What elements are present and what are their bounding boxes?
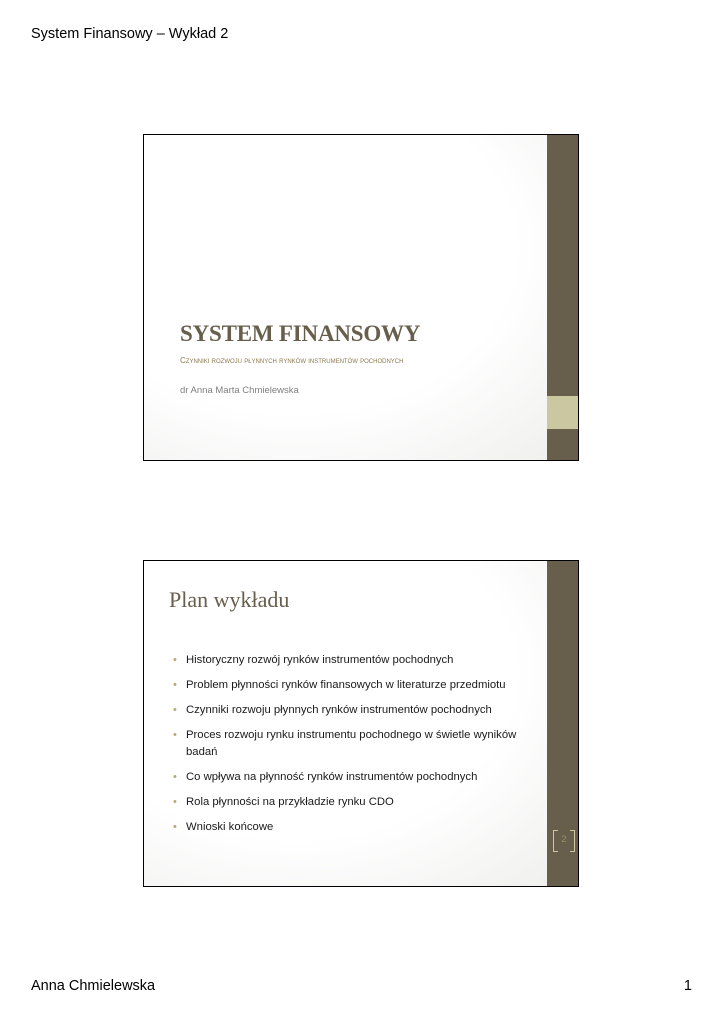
bullet-icon: • [173,654,177,666]
slide-side-accent [547,396,578,429]
bracket-right-icon [570,830,575,852]
bullet-text: Czynniki rozwoju płynnych rynków instrumentów pochodnych [186,704,492,716]
bullet-icon: • [173,821,177,833]
slide-number [553,826,575,854]
bullet-item [173,769,543,786]
bullet-icon: • [173,796,177,808]
plan-title: Plan wykładu [169,587,290,612]
slide-title: SYSTEM FINANSOWY [180,321,421,346]
bullet-item [173,702,543,719]
bullet-list [173,652,543,844]
slide-number-text: 2 [561,834,567,845]
bullet-text: Historyczny rozwój rynków instrumentów pochodnych [186,654,454,666]
bullet-item [173,819,543,836]
slide-subtitle: Czynniki rozwoju płynnych rynków instrumentów pochodnych [180,356,404,365]
bullet-text: Problem płynności rynków finansowych w literaturze przedmiotu [186,679,506,691]
bullet-item [173,652,543,669]
footer-page-number: 1 [683,978,692,994]
footer-author: Anna Chmielewska [31,978,156,994]
bullet-text: Co wpływa na płynność rynków instrumentów pochodnych [186,771,478,783]
bracket-left-icon [553,830,558,852]
page-header: System Finansowy – Wykład 2 [31,26,229,42]
bullet-icon: • [173,679,177,691]
slide-plan [143,560,579,887]
bullet-text: Rola płynności na przykładzie rynku CDO [186,796,394,808]
slide-title-page [143,134,579,461]
bullet-text: Proces rozwoju rynku instrumentu pochodnego w świetle wyników badań [186,729,517,758]
slide-author: dr Anna Marta Chmielewska [180,385,299,396]
bullet-icon: • [173,771,177,783]
bullet-icon: • [173,704,177,716]
bullet-item [173,727,543,761]
bullet-icon: • [173,729,177,741]
bullet-item [173,794,543,811]
bullet-text: Wnioski końcowe [186,821,274,833]
bullet-item [173,677,543,694]
